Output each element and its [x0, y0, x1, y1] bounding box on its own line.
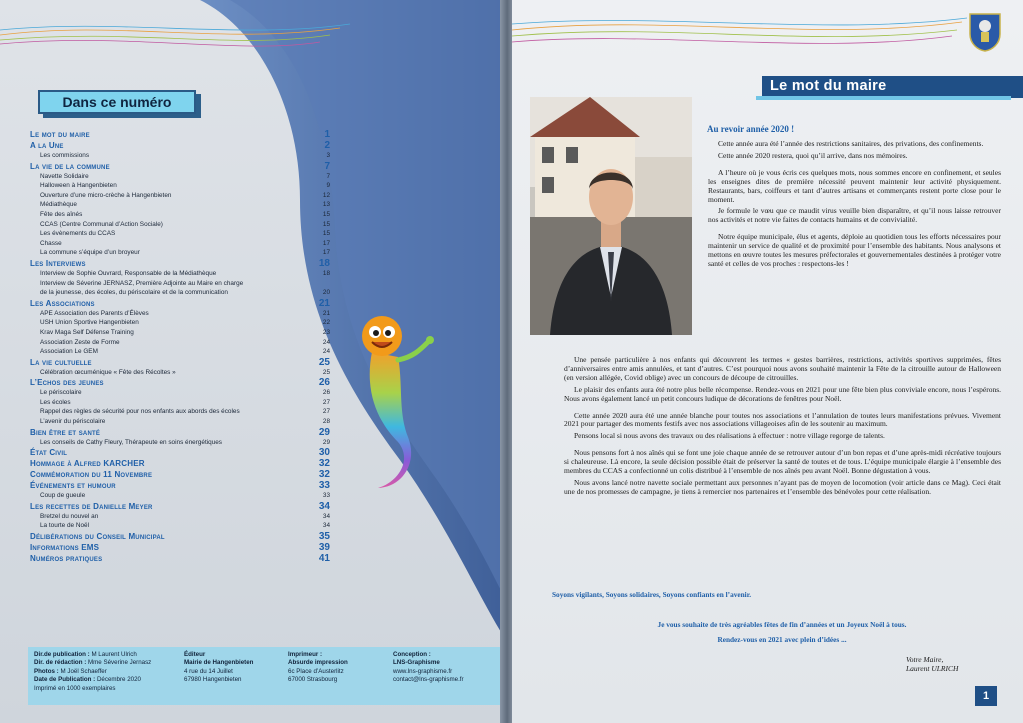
toc-section-row — [30, 259, 330, 269]
colophon-key: Photos : — [34, 667, 59, 675]
toc-page: 2 — [324, 140, 330, 151]
toc-page: 15 — [322, 210, 330, 218]
toc-entry-row — [30, 269, 330, 279]
colophon-line: Conception : — [393, 651, 431, 658]
letter-body-text — [564, 356, 1001, 500]
toc-label: Ouverture d’une micro-crèche à Hangenbieten — [40, 191, 172, 199]
toc-label: Krav Maga Self Défense Training — [40, 328, 134, 336]
letter-paragraph: Je formule le vœu que ce maudit virus veuille bien disparaître, et qu’il nous laisse retrouver nos activités et notre vie faites de contacts humains et de convivialité. — [708, 206, 1001, 225]
toc-entry-row — [30, 229, 330, 239]
toc-label: Association Zeste de Forme — [40, 338, 120, 346]
toc-label: Célébration œcuménique « Fête des Récoltes » — [40, 368, 176, 376]
toc-label: Les Associations — [30, 298, 95, 308]
toc-label: Événements et humour — [30, 481, 116, 491]
toc-entry-row — [30, 151, 330, 161]
letter-paragraph: Pensons local si nous avons des travaux ou des réalisations à effectuer : notre village regorge de talents. — [574, 431, 885, 441]
colophon-printer — [288, 651, 348, 685]
toc-page: 7 — [324, 160, 330, 172]
toc-section-row — [30, 481, 330, 491]
toc-section-row — [30, 532, 330, 542]
letter-column-text — [708, 140, 1001, 272]
page-number: 1 — [975, 686, 997, 706]
toc-label: A la Une — [30, 141, 64, 150]
toc-entry-row — [30, 338, 330, 348]
letter-paragraph: Nous pensons fort à nos aînés qui se font une joie chaque année de se retrouver autour d’un bon repas et d’une après-midi récréative toujours si chaleureuse. Là encore, la seule décision possible était de préserver la santé de toutes et de tous. L’équipe municipale élargie à l’ensemble des membres du CCAS a confectionné un colis distribué à l’ensemble de nos aînés peu avant Noël. Bonne dégustation à vous. — [564, 448, 1001, 476]
toc-page: 29 — [322, 438, 330, 446]
toc-page: 32 — [318, 458, 330, 470]
toc-page: 18 — [318, 257, 330, 269]
right-page — [512, 0, 1023, 723]
toc-label: Bien être et santé — [30, 427, 101, 437]
toc-label: Coup de gueule — [40, 492, 86, 500]
toc-label: Les évènements du CCAS — [40, 230, 116, 238]
toc-section-row — [30, 428, 330, 438]
letter-paragraph: Le plaisir des enfants aura été notre plus belle récompense. Rendez-vous en 2021 pour une fête bien plus conviviale encore, nous l’espérons. Nous avons également lancé un petit concours ludique de décorations de fenêtres pour Noël. — [564, 384, 1001, 403]
toc-entry-row — [30, 438, 330, 448]
decorative-lines — [0, 0, 506, 80]
toc-page: 30 — [318, 447, 330, 459]
toc-label: Informations EMS — [30, 543, 100, 553]
toc-entry-row — [30, 239, 330, 249]
toc-page: 21 — [322, 309, 330, 317]
toc-page: 26 — [322, 389, 330, 397]
toc-page: 12 — [322, 191, 330, 199]
colophon-line: Éditeur — [184, 651, 206, 658]
toc-label: Hommage à Alfred KARCHER — [30, 459, 145, 469]
toc-label: La vie cultuelle — [30, 357, 92, 367]
colophon-value: M Laurent Ulrich — [91, 651, 137, 658]
toc-page: 17 — [322, 239, 330, 247]
left-page — [0, 0, 506, 723]
toc-entry-row — [30, 279, 330, 289]
toc-section-row — [30, 162, 330, 172]
toc-page: 15 — [322, 230, 330, 238]
toc-label: L’Echos des jeunes — [30, 378, 104, 388]
colophon-line — [34, 659, 151, 667]
toc-entry-row — [30, 347, 330, 357]
toc-page: 21 — [318, 297, 330, 309]
toc-page: 18 — [322, 269, 330, 277]
toc-page: 9 — [326, 182, 330, 190]
toc-entry-row — [30, 521, 330, 531]
email-link[interactable]: contact@lns-graphisme.fr — [393, 676, 464, 684]
toc-label: Interview de Sophie Ouvrard, Responsable de la Médiathèque — [40, 269, 217, 277]
toc-page: 27 — [322, 398, 330, 406]
letter-paragraph: A l’heure où je vous écris ces quelques mots, nous sommes encore en confinement, et seules les enseignes dites de première nécessité peuvent maintenir leur activité physiquement. Restaurants, bars, coiffeurs et tant d’autres artisans et commerçants restent porte close pour le moment. — [708, 167, 1001, 204]
toc-section-row — [30, 358, 330, 368]
colophon-line: 6c Place d’Austerlitz — [288, 667, 344, 675]
mayor-title-bar — [762, 76, 1023, 98]
toc-label: L’avenir du périscolaire — [40, 418, 106, 426]
colophon-value: M Joël Schaeffer — [60, 667, 107, 675]
toc-section-row — [30, 130, 330, 140]
colophon-footer — [28, 647, 506, 705]
toc-section-row — [30, 378, 330, 388]
colophon-line — [34, 651, 151, 659]
letter-paragraph: Notre équipe municipale, élus et agents, déploie au quotidien tous les efforts nécessaires pour maintenir un service de qualité et de proximité pour l’ensemble des habitants. Nous analysons et mettons en œuvre toutes les mesures préfectorales et gouvernementales destinées à protéger votre santé et celles de vos proches : respectons-les ! — [708, 232, 1001, 268]
toc-page: 7 — [326, 172, 330, 180]
toc-page: 25 — [322, 368, 330, 376]
colophon-line: 67980 Hangenbieten — [184, 676, 242, 684]
signature-name: Laurent ULRICH — [906, 664, 959, 673]
toc-entry-row — [30, 512, 330, 522]
toc-label: Interview de Séverine JERNASZ, Première Adjointe au Maire en charge — [40, 279, 244, 287]
letter-paragraph: Cette année 2020 aura été une année blanche pour toutes nos associations et l’annulation de toutes leurs manifestations prévues. Vivement 2021 pour partager des moments festifs avec nos associations villageoises afin de les soutenir au maximum. — [564, 410, 1001, 429]
toc-section-row — [30, 543, 330, 553]
letter-paragraph: Cette année 2020 restera, quoi qu’il arrive, dans nos mémoires. — [718, 150, 908, 160]
toc-page: 28 — [322, 418, 330, 426]
toc-page: 27 — [322, 408, 330, 416]
toc-entry-row — [30, 398, 330, 408]
toc-label: La tourte de Noël — [40, 522, 90, 530]
toc-label: Association Le GEM — [40, 348, 98, 356]
toc-section-row — [30, 448, 330, 458]
toc-page: 33 — [318, 480, 330, 492]
toc-page: 23 — [322, 328, 330, 336]
toc-label: Rappel des règles de sécurité pour nos enfants aux abords des écoles — [40, 408, 240, 416]
toc-label: Le mot du maire — [30, 130, 90, 139]
toc-entry-row — [30, 328, 330, 338]
toc-page: 34 — [322, 512, 330, 520]
toc-section-row — [30, 141, 330, 151]
toc-page: 17 — [322, 249, 330, 257]
toc-label: Fête des aînés — [40, 210, 83, 218]
letter-paragraph: Cette année aura été l’année des restrictions sanitaires, des privations, des confinements. — [718, 139, 984, 148]
toc-label: Les conseils de Cathy Fleury, Thérapeute en soins énergétiques — [40, 438, 223, 446]
toc-page: 15 — [322, 220, 330, 228]
toc-label: Commémoration du 11 Novembre — [30, 470, 153, 480]
toc-label: La commune s’équipe d’un broyeur — [40, 249, 140, 257]
toc-title-box — [38, 90, 196, 114]
toc-page: 35 — [318, 531, 330, 543]
toc-label: Navette Solidaire — [40, 172, 89, 180]
colophon-line: Mairie de Hangenbieten — [184, 659, 254, 667]
colophon-line — [34, 676, 151, 684]
toc-page: 3 — [326, 152, 330, 159]
colophon-value: Décembre 2020 — [96, 676, 141, 684]
toc-entry-row — [30, 417, 330, 427]
toc-label: Les recettes de Danielle Meyer — [30, 501, 153, 511]
toc-section-row — [30, 299, 330, 309]
signature — [906, 655, 958, 673]
toc-entry-row — [30, 172, 330, 182]
toc-page: 34 — [322, 522, 330, 530]
toc-label: Halloween à Hangenbieten — [40, 182, 117, 190]
toc-entry-row — [30, 210, 330, 220]
toc-label: Le périscolaire — [40, 389, 82, 397]
toc-label: La vie de la commune — [30, 161, 110, 171]
toc-label: Numéros pratiques — [30, 554, 103, 564]
colophon-value: Imprimé en 1000 exemplaires — [34, 684, 116, 692]
table-of-contents — [30, 129, 330, 564]
toc-page: 13 — [322, 201, 330, 209]
colophon-line: Imprimeur : — [288, 651, 323, 658]
toc-entry-row — [30, 388, 330, 398]
toc-label: APE Association des Parents d’Élèves — [40, 309, 149, 317]
signature-title: Votre Maire, — [906, 655, 944, 664]
quote-wishes: Je vous souhaite de très agréables fêtes de fin d’années et un Joyeux Noël à tous. — [657, 620, 907, 629]
toc-page: 22 — [322, 319, 330, 327]
colophon-line — [34, 668, 151, 676]
toc-page: 39 — [318, 542, 330, 554]
toc-entry-row — [30, 181, 330, 191]
toc-label: Les Interviews — [30, 258, 86, 268]
toc-page: 34 — [318, 500, 330, 512]
toc-entry-row — [30, 248, 330, 258]
toc-entry-row — [30, 368, 330, 378]
toc-label: État Civil — [30, 448, 68, 458]
colophon-key: Dir. de rédaction : — [34, 659, 87, 667]
quote-rendezvous: Rendez-vous en 2021 avec plein d’idées ... — [717, 635, 847, 644]
letter-paragraph: Une pensée particulière à nos enfants qui découvrent les termes « gestes barrières, restrictions, activités sportives supprimées, fêtes d’anniversaires entre amis annulées, et tant d’autres. C’est pourquoi nous avons souhaité maintenir la Fête de la citrouille autour de Halloween (en version allégée, Covid oblige) avec un concours de découpe de citrouilles. — [564, 355, 1001, 382]
letter-paragraph: Nous avons lancé notre navette sociale permettant aux personnes n’ayant pas de moyen de locomotion (voir article dans ce Mag). Ceci était une de nos promesses de campagne, je tiens à remercier nos partenaires et l’ensemble des bénévoles pour cette réalisation. — [564, 477, 1001, 496]
toc-label: Bretzel du nouvel an — [40, 512, 99, 520]
toc-label: Chasse — [40, 239, 62, 247]
toc-label: Médiathèque — [40, 201, 77, 209]
toc-entry-row — [30, 407, 330, 417]
toc-label: Délibérations du Conseil Municipal — [30, 532, 165, 542]
colophon-key: Dir.de publication : — [34, 651, 90, 658]
toc-entry-row — [30, 309, 330, 319]
toc-entry-row — [30, 191, 330, 201]
toc-entry-row — [30, 318, 330, 328]
toc-page: 26 — [318, 377, 330, 389]
colophon-line: 4 rue du 14 Juillet — [184, 667, 233, 675]
colophon-editor — [184, 651, 253, 685]
quote-vigilance: Soyons vigilants, Soyons solidaires, Soyons confiants en l’avenir. — [552, 590, 752, 599]
toc-page: 24 — [322, 338, 330, 346]
colophon-publication — [34, 651, 151, 693]
toc-page: 32 — [318, 469, 330, 481]
toc-section-row — [30, 502, 330, 512]
toc-section-row — [30, 554, 330, 564]
colophon-line: Absurde impression — [288, 659, 348, 667]
toc-label: Les commissions — [40, 152, 90, 159]
toc-page: 20 — [322, 289, 330, 297]
colophon-line: 67000 Strasbourg — [288, 676, 338, 684]
toc-entry-row — [30, 491, 330, 501]
letter-subhead: Au revoir année 2020 ! — [707, 124, 795, 134]
toc-section-row — [30, 459, 330, 469]
crest-icon — [968, 12, 1002, 52]
decorative-lines-right — [512, 0, 1023, 80]
toc-page: 33 — [322, 492, 330, 500]
website-link[interactable]: www.lns-graphisme.fr — [393, 667, 453, 675]
colophon-line — [34, 685, 151, 693]
toc-label: USH Union Sportive Hangenbieten — [40, 319, 139, 327]
toc-page: 1 — [324, 129, 330, 140]
colophon-line: LNS-Graphisme — [393, 659, 440, 667]
title-accent — [756, 96, 1011, 100]
toc-section-row — [30, 470, 330, 480]
toc-entry-row — [30, 288, 330, 298]
toc-page: 25 — [318, 356, 330, 368]
toc-entry-row — [30, 220, 330, 230]
mascot-illustration — [358, 312, 438, 492]
toc-label: CCAS (Centre Communal d’Action Sociale) — [40, 220, 163, 228]
toc-label: de la jeunesse, des écoles, du périscolaire et de la communication — [40, 289, 228, 297]
toc-page: 24 — [322, 348, 330, 356]
toc-title: Dans ce numéro — [62, 94, 172, 110]
toc-page: 29 — [318, 426, 330, 438]
toc-label: Les écoles — [40, 398, 71, 406]
mayor-photo — [530, 97, 692, 335]
colophon-key: Date de Publication : — [34, 676, 96, 684]
toc-entry-row — [30, 200, 330, 210]
toc-page: 41 — [318, 553, 330, 565]
colophon-value: Mme Séverine Jernasz — [88, 659, 152, 667]
colophon-design — [393, 651, 464, 685]
mayor-title: Le mot du maire — [770, 78, 887, 94]
